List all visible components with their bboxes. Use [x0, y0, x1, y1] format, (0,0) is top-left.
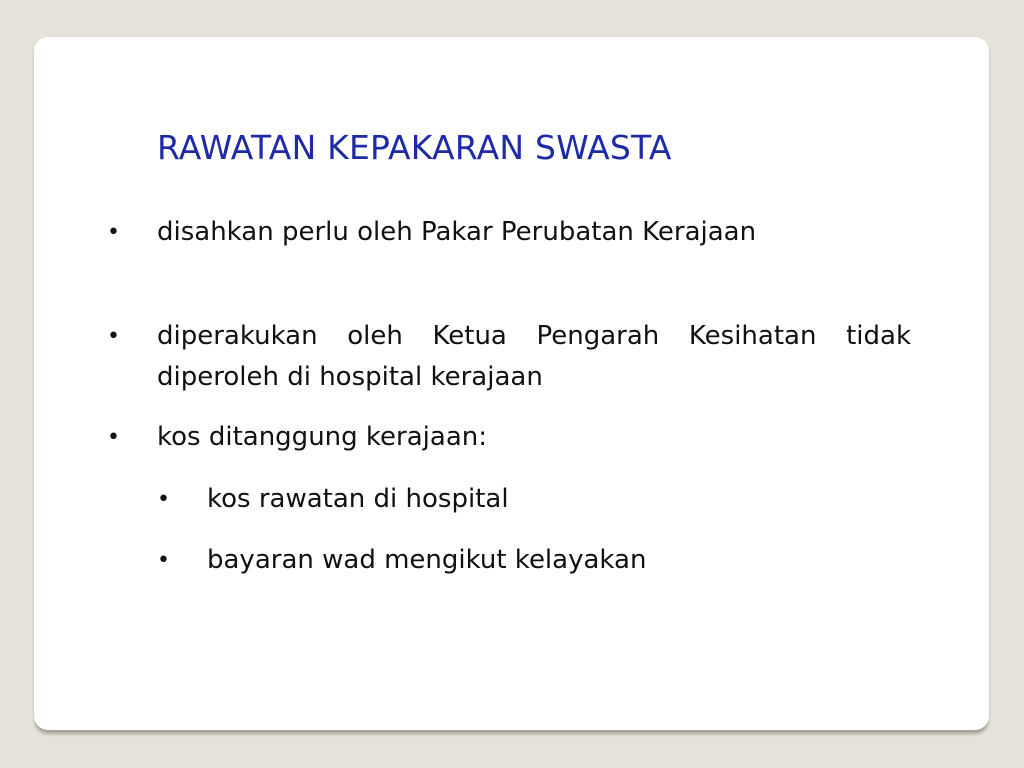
bullet-item-3 — [107, 417, 911, 458]
bullet-icon: • — [107, 425, 120, 450]
bullet-text: disahkan perlu oleh Pakar Perubatan Kerajaan — [157, 217, 757, 247]
bullet-item-1 — [107, 212, 911, 253]
bullet-text: diperakukan oleh Ketua Pengarah Kesihatan tidak diperoleh di hospital kerajaan — [157, 321, 911, 392]
bullet-icon: • — [107, 220, 120, 245]
bullet-item-2 — [107, 316, 911, 398]
sub-bullet-item-1 — [157, 479, 907, 520]
bullet-icon: • — [107, 324, 120, 349]
bullet-icon: • — [157, 548, 170, 573]
sub-bullet-item-2 — [157, 540, 907, 581]
bullet-icon: • — [157, 487, 170, 512]
bullet-text: kos rawatan di hospital — [207, 484, 509, 514]
bullet-text: kos ditanggung kerajaan: — [157, 422, 487, 452]
slide-title: RAWATAN KEPAKARAN SWASTA — [157, 128, 672, 167]
bullet-text: bayaran wad mengikut kelayakan — [207, 545, 647, 575]
